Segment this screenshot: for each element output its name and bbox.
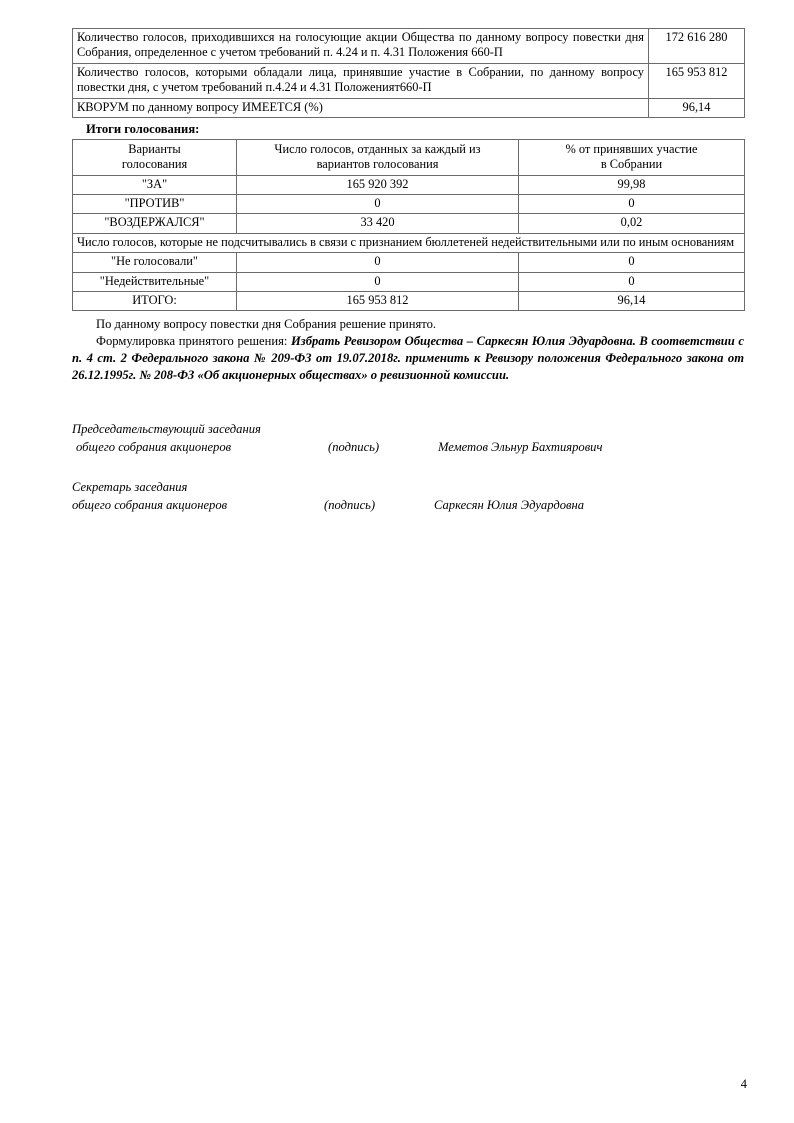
signature-secretary-role-line1-row (72, 479, 744, 497)
page-content (72, 28, 744, 537)
signature-chairman-role-line1: Председательствующий заседания (72, 422, 261, 437)
results-total-percent: 96,14 (519, 291, 745, 310)
quorum-row-2-value: 96,14 (649, 98, 745, 117)
page-number: 4 (740, 1077, 747, 1091)
signature-secretary-name: Саркесян Юлия Эдуардовна (434, 497, 585, 512)
signature-secretary-row (72, 497, 744, 515)
table-note-row (73, 233, 745, 252)
signature-secretary-role-line2: общего собрания акционеров (72, 497, 228, 512)
results-header-percent-line1: % от принявших участие (565, 141, 698, 156)
results-header-options-line1: Варианты (128, 141, 181, 156)
results-row-0-votes: 165 920 392 (237, 175, 519, 194)
results-row-0-percent: 99,98 (519, 175, 745, 194)
results-after-note-row-0-option: "Не голосовали" (73, 253, 237, 272)
results-row-2-percent: 0,02 (519, 214, 745, 233)
table-header-row (73, 139, 745, 175)
results-row-1-votes: 0 (237, 195, 519, 214)
table-row (73, 175, 745, 194)
quorum-row-1-value: 165 953 812 (649, 63, 745, 98)
decision-adopted-paragraph: По данному вопросу повестки дня Собрания решение принято. (96, 317, 437, 332)
signature-secretary (72, 479, 744, 515)
results-header-votes-line2: вариантов голосования (316, 157, 439, 172)
decision-wording-prefix: Формулировка принятого решения: (96, 334, 292, 349)
results-row-2-option: "ВОЗДЕРЖАЛСЯ" (73, 214, 237, 233)
results-after-note-row-0-percent: 0 (519, 253, 745, 272)
results-header-options-line2: голосования (121, 157, 188, 172)
results-note: Число голосов, которые не подсчитывались в связи с признанием бюллетеней недействительными или по иным основаниям (73, 233, 745, 252)
quorum-row-0-label: Количество голосов, приходившихся на голосующие акции Общества по данному вопросу повестки дня Собрания, определенное с учетом требований п. 4.24 и п. 4.31 Положения 660-П (73, 29, 649, 64)
signature-chairman (72, 421, 744, 457)
table-row (73, 214, 745, 233)
results-total-option: ИТОГО: (73, 291, 237, 310)
signature-secretary-mark: (подпись) (324, 497, 376, 512)
results-header-votes-line1: Число голосов, отданных за каждый из (274, 141, 481, 156)
decision-wording-paragraph (72, 333, 744, 383)
results-header-percent-line2: в Собрании (600, 157, 663, 172)
signature-chairman-name: Меметов Эльнур Бахтиярович (438, 440, 603, 455)
quorum-table (72, 28, 745, 118)
results-row-0-option: "ЗА" (73, 175, 237, 194)
results-table (72, 139, 745, 311)
results-after-note-row-0-votes: 0 (237, 253, 519, 272)
table-row (73, 98, 745, 117)
signature-chairman-row (72, 439, 744, 457)
table-row (73, 253, 745, 272)
results-row-2-votes: 33 420 (237, 214, 519, 233)
results-header-votes (237, 139, 519, 175)
results-heading: Итоги голосования: (86, 121, 200, 136)
results-total-votes: 165 953 812 (237, 291, 519, 310)
results-header-percent (519, 139, 745, 175)
signature-block (72, 421, 744, 515)
table-row (73, 272, 745, 291)
table-total-row (73, 291, 745, 310)
signature-chairman-role-line2: общего собрания акционеров (76, 440, 232, 455)
signature-secretary-role-line1: Секретарь заседания (72, 480, 188, 495)
results-header-options (73, 139, 237, 175)
results-after-note-row-1-votes: 0 (237, 272, 519, 291)
results-row-1-option: "ПРОТИВ" (73, 195, 237, 214)
results-row-1-percent: 0 (519, 195, 745, 214)
quorum-row-2-label: КВОРУМ по данному вопросу ИМЕЕТСЯ (%) (73, 98, 649, 117)
decision-wording-emphasis: Избрать Ревизором Общества – Саркесян Юлия Эдуардовна. В соответствии с п. 4 ст. 2 Федерального закона № 209-ФЗ от 19.07.2018г. применить к Ревизору положения Федерального закона от 26.12.1995г. № 208-ФЗ «Об акционерных обществах» о ревизионной комиссии. (72, 334, 744, 382)
results-after-note-row-1-percent: 0 (519, 272, 745, 291)
results-after-note-row-1-option: "Недействительные" (73, 272, 237, 291)
signature-chairman-mark: (подпись) (328, 440, 380, 455)
table-row (73, 63, 745, 98)
quorum-row-0-value: 172 616 280 (649, 29, 745, 64)
table-row (73, 29, 745, 64)
signature-chairman-role-line1-row (72, 421, 744, 439)
quorum-row-1-label: Количество голосов, которыми обладали лица, принявшие участие в Собрании, по данному вопросу повестки дня, с учетом требований п.4.24 и 4.31 Положеният660-П (73, 63, 649, 98)
table-row (73, 195, 745, 214)
